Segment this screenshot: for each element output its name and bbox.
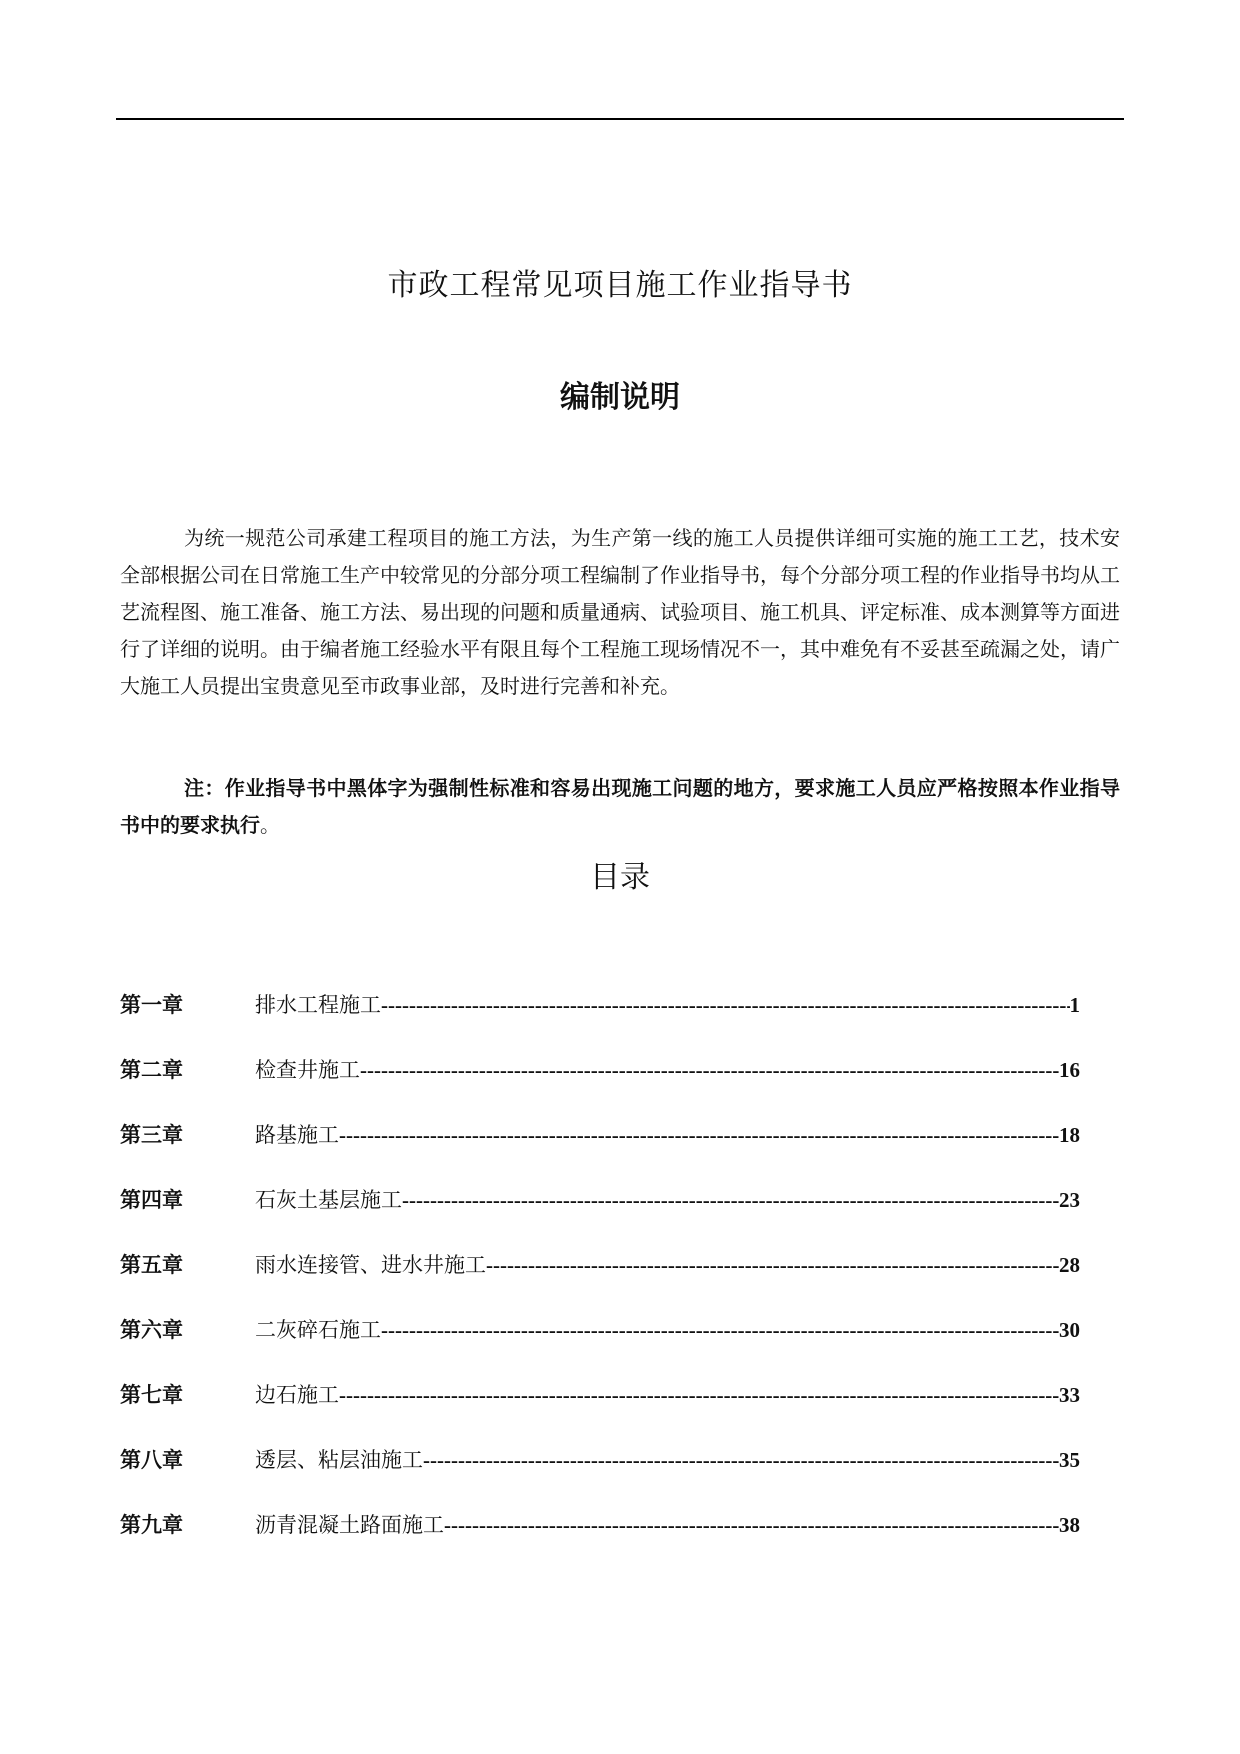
toc-entry[interactable]: [120, 1055, 1080, 1120]
toc-entry[interactable]: [120, 1445, 1080, 1510]
toc-leader: [360, 1055, 1059, 1085]
toc-page: 28: [1059, 1253, 1080, 1277]
toc-page: 1: [1069, 993, 1080, 1017]
section-title: 编制说明: [560, 380, 680, 415]
header-rule: [116, 118, 1124, 120]
toc-leader: [444, 1510, 1059, 1540]
toc-chapter: 第九章: [120, 1512, 183, 1537]
toc-chapter: 第一章: [120, 992, 183, 1017]
toc-leader: [381, 990, 1070, 1020]
toc-title: 透层、粘层油施工: [255, 1448, 423, 1472]
toc-heading: 目录: [590, 860, 650, 895]
toc-title: 雨水连接管、进水井施工: [255, 1253, 486, 1277]
toc-entry[interactable]: [120, 990, 1080, 1055]
toc-title: 二灰碎石施工: [255, 1318, 381, 1342]
toc-chapter: 第八章: [120, 1447, 183, 1472]
note-paragraph: [120, 770, 1120, 844]
toc-entry[interactable]: [120, 1250, 1080, 1315]
toc-title: 排水工程施工: [255, 993, 381, 1017]
toc-page: 18: [1059, 1123, 1080, 1147]
toc-chapter: 第七章: [120, 1382, 183, 1407]
toc-list: [120, 990, 1080, 1575]
toc-title: 边石施工: [255, 1383, 339, 1407]
toc-page: 23: [1059, 1188, 1080, 1212]
toc-title: 石灰土基层施工: [255, 1188, 402, 1212]
toc-entry[interactable]: [120, 1380, 1080, 1445]
toc-leader: [402, 1185, 1059, 1215]
intro-paragraph: 为统一规范公司承建工程项目的施工方法，为生产第一线的施工人员提供详细可实施的施工工艺，技术安全部根据公司在日常施工生产中较常见的分部分项工程编制了作业指导书，每个分部分项工程的作业指导书均从工艺流程图、施工准备、施工方法、易出现的问题和质量通病、试验项目、施工机具、评定标准、成本测算等方面进行了详细的说明。由于编者施工经验水平有限且每个工程施工现场情况不一，其中难免有不妥甚至疏漏之处，请广大施工人员提出宝贵意见至市政事业部，及时进行完善和补充。: [120, 526, 1120, 698]
toc-entry[interactable]: [120, 1510, 1080, 1575]
toc-entry[interactable]: [120, 1315, 1080, 1380]
toc-chapter: 第四章: [120, 1187, 183, 1212]
note-tail: 。: [260, 813, 280, 837]
toc-leader: [486, 1250, 1059, 1280]
toc-page: 38: [1059, 1513, 1080, 1537]
toc-page: 35: [1059, 1448, 1080, 1472]
document-title: 市政工程常见项目施工作业指导书: [387, 268, 853, 303]
toc-chapter: 第五章: [120, 1252, 183, 1277]
toc-leader: [381, 1315, 1059, 1345]
note-text: 注：作业指导书中黑体字为强制性标准和容易出现施工问题的地方，要求施工人员应严格按照本作业指导书中的要求执行: [120, 776, 1120, 837]
toc-chapter: 第六章: [120, 1317, 183, 1342]
toc-page: 16: [1059, 1058, 1080, 1082]
toc-entry[interactable]: [120, 1185, 1080, 1250]
toc-title: 路基施工: [255, 1123, 339, 1147]
toc-title: 沥青混凝土路面施工: [255, 1513, 444, 1537]
toc-chapter: 第二章: [120, 1057, 183, 1082]
toc-leader: [423, 1445, 1059, 1475]
toc-page: 33: [1059, 1383, 1080, 1407]
toc-page: 30: [1059, 1318, 1080, 1342]
toc-leader: [339, 1120, 1059, 1150]
toc-entry[interactable]: [120, 1120, 1080, 1185]
toc-title: 检查井施工: [255, 1058, 360, 1082]
toc-leader: [339, 1380, 1059, 1410]
toc-chapter: 第三章: [120, 1122, 183, 1147]
